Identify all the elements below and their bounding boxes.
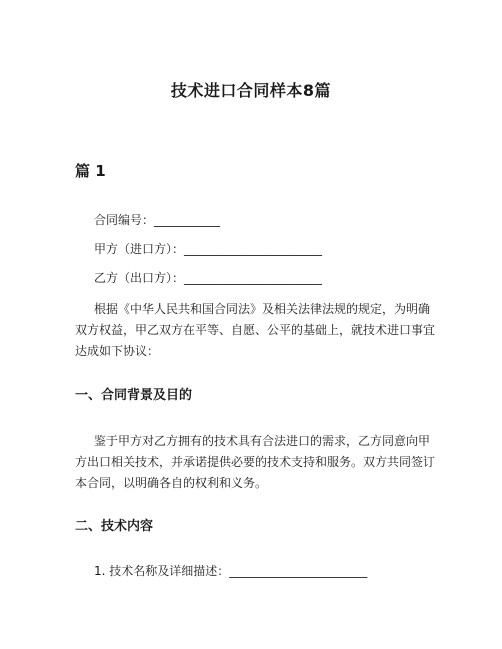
section-heading-tech-content: 二、技术内容 — [75, 519, 154, 534]
document-title: 技术进口合同样本8篇 — [170, 81, 332, 100]
party-b-field: 乙方（出口方）：_______________________ — [94, 271, 323, 285]
intro-paragraph: 根据《中华人民共和国合同法》及相关法律法规的规定，为明确双方权益，甲乙双方在平等、自愿、公平的基础上，就技术进口事宜达成如下协议： — [75, 302, 436, 358]
section-heading-background: 一、合同背景及目的 — [75, 388, 193, 403]
party-a-field: 甲方（进口方）：_______________________ — [94, 242, 323, 256]
contract-number-field: 合同编号：___________ — [94, 213, 221, 227]
section-body-background: 鉴于甲方对乙方拥有的技术具有合法进口的需求，乙方同意向甲方出口相关技术，并承诺提供必要的技术支持和服务。双方共同签订本合同，以明确各自的权利和义务。 — [75, 434, 436, 490]
list-item-tech-name: 1. 技术名称及详细描述：_______________________ — [94, 564, 368, 578]
part-heading: 篇 1 — [75, 162, 106, 180]
